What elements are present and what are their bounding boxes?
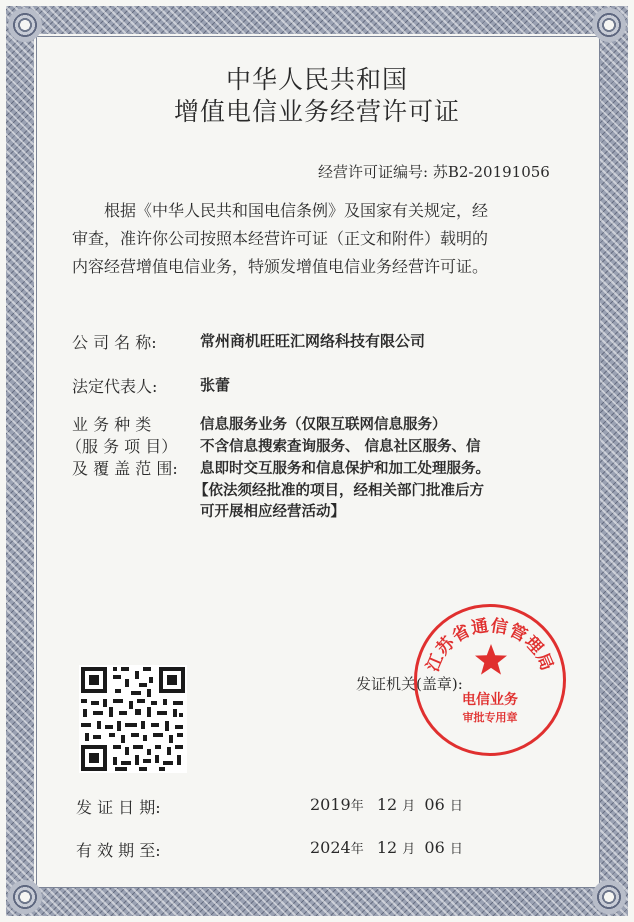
license-number: [318, 161, 550, 182]
issue-date-label: 发 证 日 期:: [76, 798, 161, 817]
expiry-date-month: 12: [376, 838, 398, 857]
seal-inner-line-1: 电信业务: [462, 692, 518, 708]
expiry-date-day: 06: [424, 838, 445, 857]
scope-label-1: 业 务 种 类: [72, 415, 152, 434]
expiry-date-month-unit: 月: [402, 842, 416, 857]
license-number-value: 苏B2-20191056: [432, 163, 550, 181]
scope-line-3: 息即时交互服务和信息保护和加工处理服务。: [200, 461, 490, 477]
expiry-date-day-unit: 日: [449, 842, 463, 857]
issue-date-day-unit: 日: [449, 799, 463, 814]
scope-label-3: 及 覆 盖 范 围:: [72, 459, 178, 478]
issuer-label: 发证机关(盖章):: [356, 675, 463, 693]
license-number-label: 经营许可证编号:: [318, 163, 429, 181]
corner-ornament-icon: [592, 8, 626, 42]
qr-code-icon: [79, 665, 187, 773]
scope-line-4: 【依法须经批准的项目，经相关部门批准后方: [194, 483, 484, 499]
issue-date: [310, 795, 463, 814]
issue-date-day: 06: [424, 795, 445, 814]
expiry-date: [310, 838, 463, 857]
scope-line-5: 可开展相应经营活动】: [200, 504, 345, 520]
seal-inner-line-2: 审批专用章: [462, 711, 518, 724]
expiry-date-label: 有 效 期 至:: [76, 841, 161, 860]
expiry-date-year: 2024: [310, 838, 351, 857]
scope-line-1: 信息服务业务（仅限互联网信息服务）: [200, 417, 447, 433]
scope-line-2: 不含信息搜索查询服务、 信息社区服务、信: [200, 439, 481, 455]
corner-ornament-icon: [8, 880, 42, 914]
issue-date-year: 2019: [310, 795, 351, 814]
intro-line-3: 内容经营增值电信业务，特颁发增值电信业务经营许可证。: [72, 257, 489, 276]
corner-ornament-icon: [592, 880, 626, 914]
scope-label-2: （服 务 项 目）: [66, 437, 178, 456]
company-name: 常州商机旺旺汇网络科技有限公司: [200, 332, 426, 350]
intro-line-1: 根据《中华人民共和国电信条例》及国家有关规定，经: [104, 201, 489, 220]
title-line-1: 中华人民共和国: [225, 65, 408, 94]
expiry-date-year-unit: 年: [350, 842, 364, 857]
representative-name: 张蕾: [200, 376, 231, 394]
intro-line-2: 审查，准许你公司按照本经营许可证（正文和附件）载明的: [72, 229, 489, 248]
representative-label: 法定代表人:: [72, 377, 158, 396]
issue-date-month: 12: [376, 795, 398, 814]
seal-arc-label: 江苏省通信管理局: [422, 615, 558, 675]
issue-date-month-unit: 月: [402, 799, 416, 814]
company-label: 公 司 名 称:: [72, 333, 157, 352]
title-line-2: 增值电信业务经营许可证: [173, 97, 460, 126]
issue-date-year-unit: 年: [350, 799, 364, 814]
corner-ornament-icon: [8, 8, 42, 42]
seal-star-icon: [473, 642, 509, 678]
seal-arc-text: [414, 604, 566, 756]
